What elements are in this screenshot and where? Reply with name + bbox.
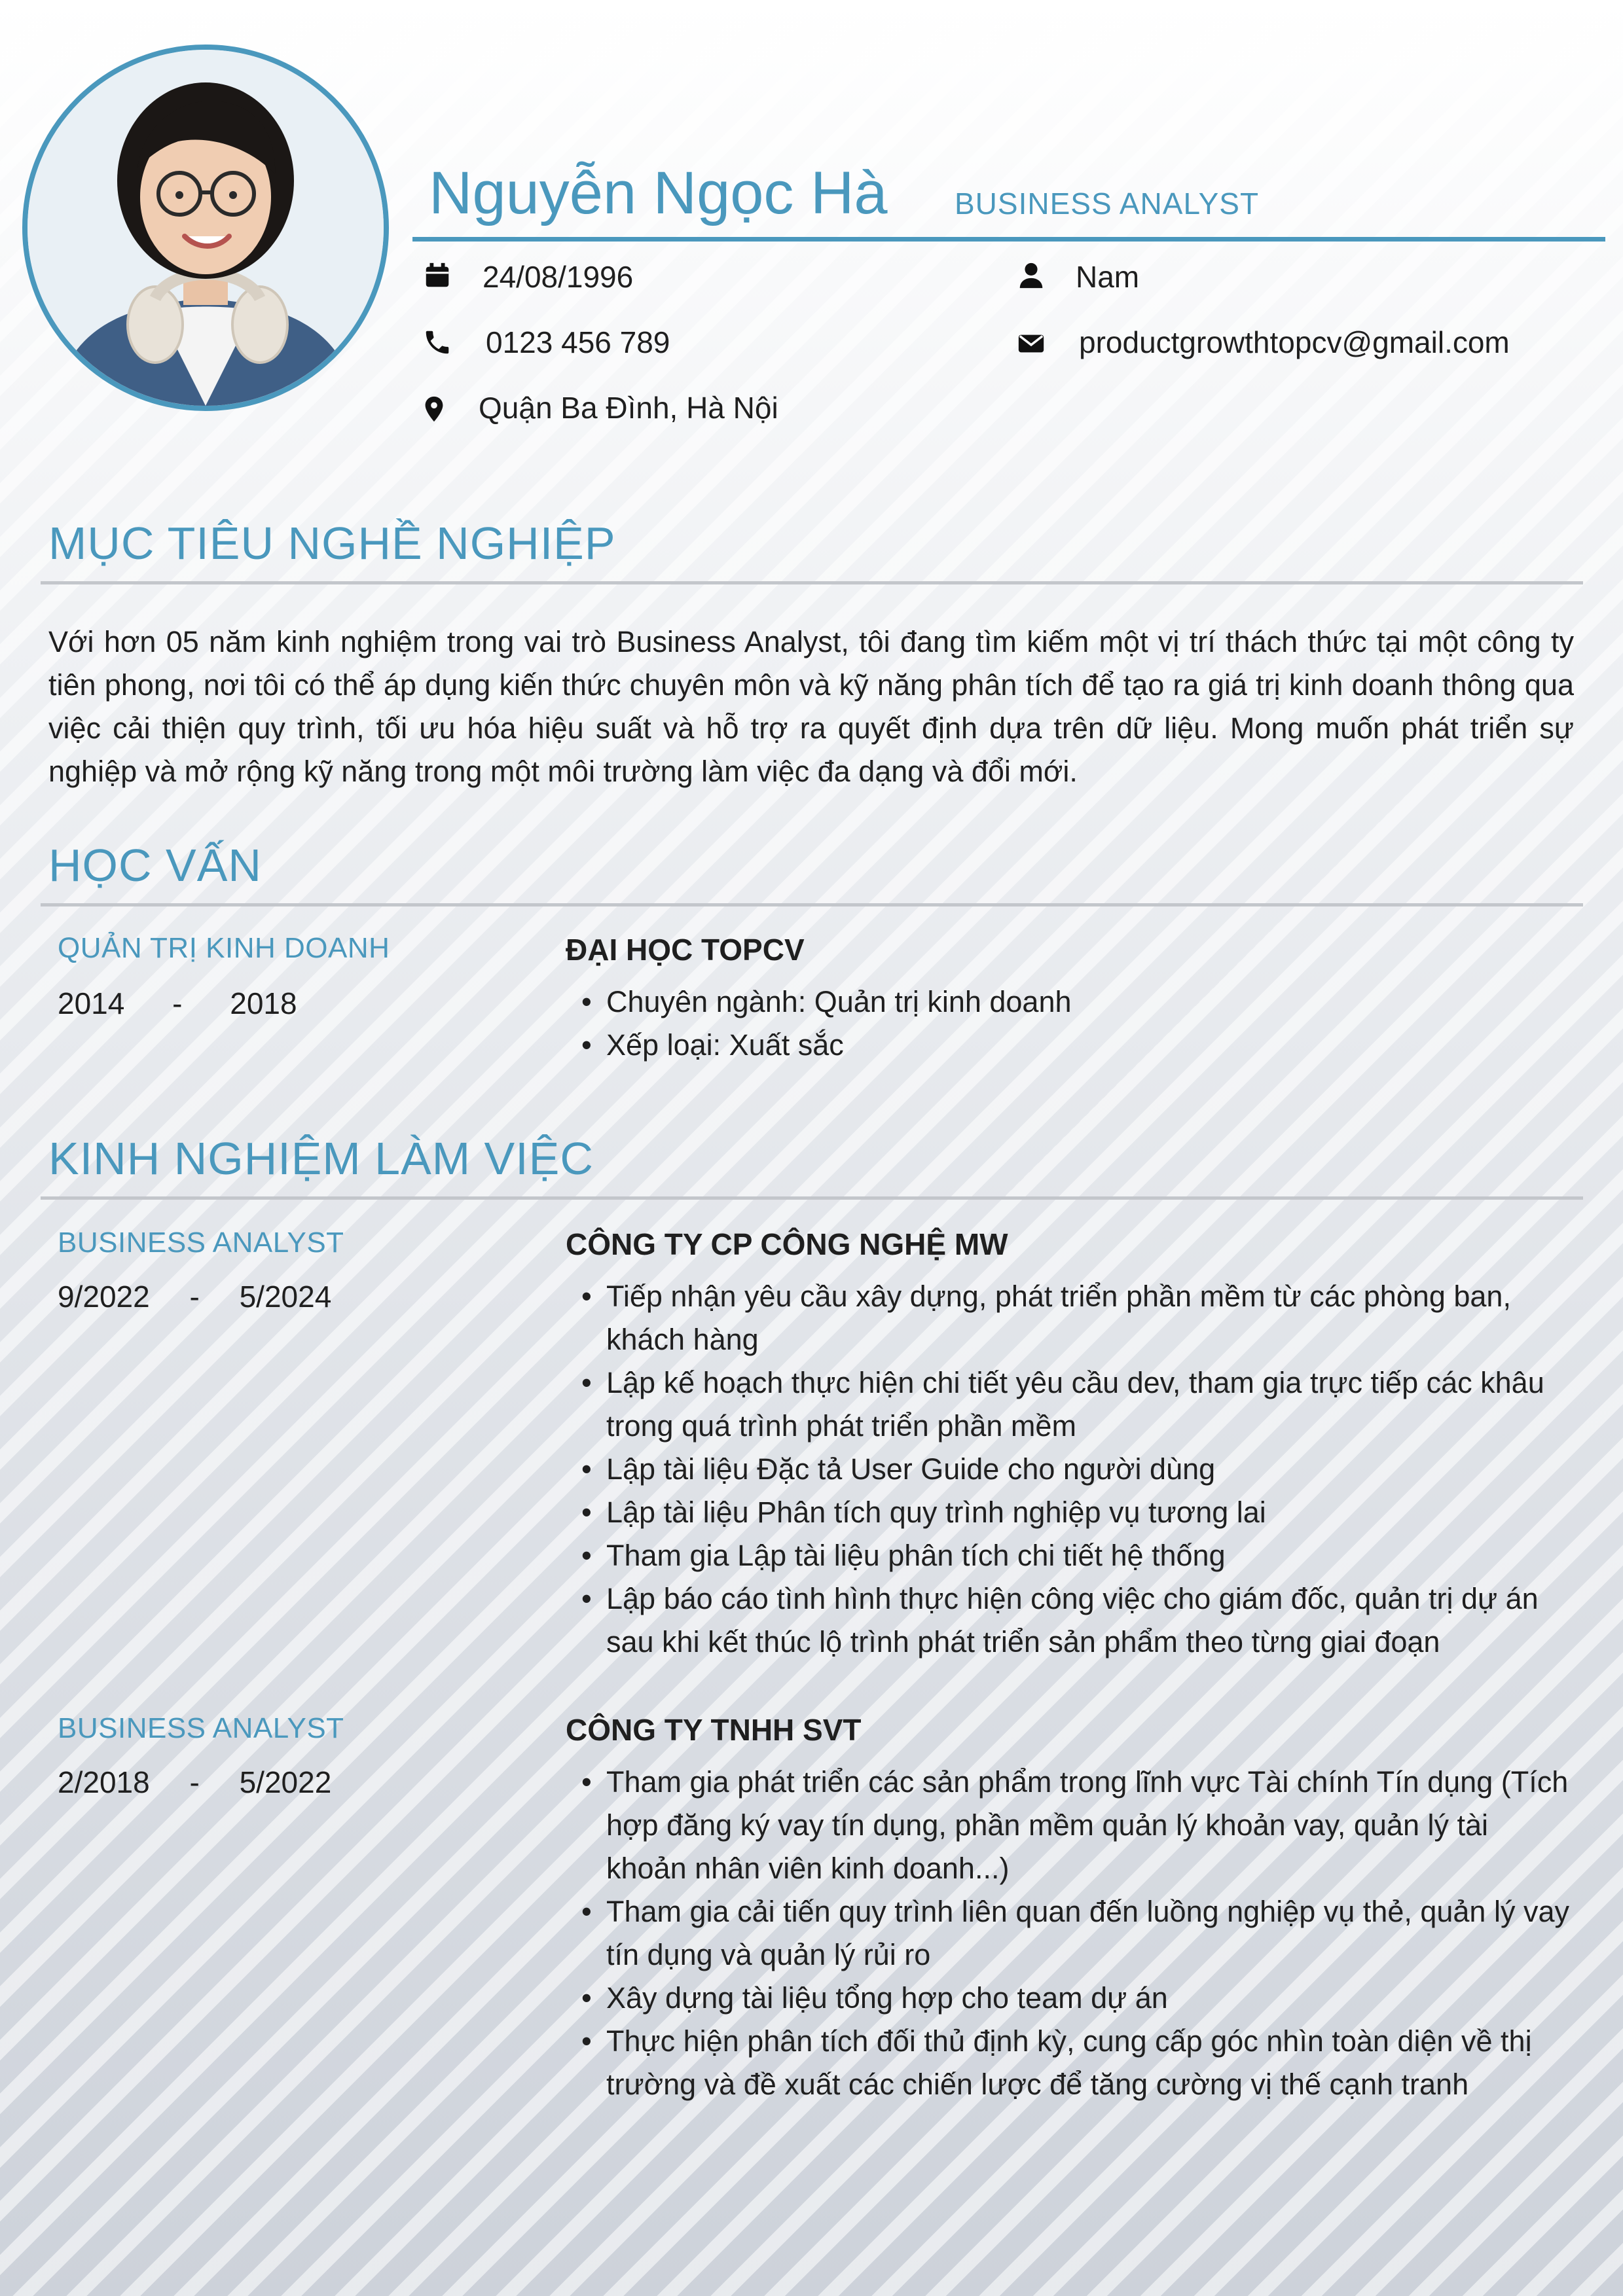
objective-heading: MỤC TIÊU NGHỀ NGHIỆP [48,518,616,569]
list-item: • Thực hiện phân tích đối thủ định kỳ, cung cấp góc nhìn toàn diện về thị trường và đề xuất các chiến lược để tăng cường vị thế cạnh tranh [566,2020,1574,2106]
education-end: 2018 [230,986,297,1020]
objective-text: Với hơn 05 năm kinh nghiệm trong vai trò Business Analyst, tôi đang tìm kiếm một vị trí thách thức tại một công ty tiên phong, nơi tôi có thể áp dụng kiến thức chuyên môn và kỹ năng phân tích để tạo ra giá trị kinh doanh thông qua việc cải thiện quy trình, tối ưu hóa hiệu suất và hỗ trợ ra quyết định dựa trên dữ liệu. Mong muốn phát triển sự nghiệp và mở rộng kỹ năng trong một môi trường làm việc đa dạng và đổi mới. [48,625,1574,788]
gender-text: Nam [1076,260,1140,294]
job-end: 5/2022 [239,1765,332,1799]
job-start: 2/2018 [58,1765,150,1799]
job-start: 9/2022 [58,1280,150,1314]
experience-heading: KINH NGHIỆM LÀM VIỆC [48,1133,594,1184]
list-item: • Tham gia cải tiến quy trình liên quan đến luồng nghiệp vụ thẻ, quản lý vay tín dụng và quản lý rủi ro [566,1890,1574,1977]
list-item: • Lập báo cáo tình hình thực hiện công việc cho giám đốc, quản trị dự án sau khi kết thúc lộ trình phát triển sản phẩm theo từng giai đoạn [566,1577,1574,1664]
education-school: ĐẠI HỌC TOPCV [566,933,805,967]
education-start: 2014 [58,986,125,1020]
list-item: • Tham gia phát triển các sản phẩm trong lĩnh vực Tài chính Tín dụng (Tích hợp đăng ký vay tín dụng, phần mềm quản lý khoản vay, quản lý tài khoản nhân viên kinh doanh...) [566,1761,1574,1890]
portrait-illustration [27,50,384,406]
list-item: • Chuyên ngành: Quản trị kinh doanh [566,980,1574,1024]
job-sep: - [189,1765,200,1799]
list-item: • Lập tài liệu Đặc tả User Guide cho người dùng [566,1448,1574,1491]
education-divider [41,903,1583,906]
address-text: Quận Ba Đình, Hà Nội [479,391,778,425]
education-major: QUẢN TRỊ KINH DOANH [58,932,390,964]
list-item: • Lập kế hoạch thực hiện chi tiết yêu cầu dev, tham gia trực tiếp các khâu trong quá trình phát triển phần mềm [566,1361,1574,1448]
calendar-icon [422,260,452,294]
education-sep: - [172,986,183,1020]
list-item: • Lập tài liệu Phân tích quy trình nghiệp vụ tương lai [566,1491,1574,1534]
education-bullets [566,980,1574,1067]
header-divider [412,237,1605,242]
list-item: • Tiếp nhận yêu cầu xây dựng, phát triển phần mềm từ các phòng ban, khách hàng [566,1275,1574,1361]
email-icon [1016,329,1046,362]
candidate-title: BUSINESS ANALYST [955,187,1260,221]
phone-icon [422,327,452,361]
person-icon [1016,260,1046,294]
job-company: CÔNG TY TNHH SVT [566,1713,862,1747]
education-heading: HỌC VẤN [48,840,262,891]
phone-text: 0123 456 789 [486,325,670,359]
job-position: BUSINESS ANALYST [58,1712,344,1744]
job-dates [58,1279,331,1314]
job-bullets [566,1761,1574,2106]
email-text: productgrowthtopcv@gmail.com [1079,325,1510,359]
dob-text: 24/08/1996 [483,260,634,294]
list-item: • Tham gia Lập tài liệu phân tích chi tiết hệ thống [566,1534,1574,1577]
job-end: 5/2024 [239,1280,332,1314]
experience-divider [41,1196,1583,1200]
location-pin-icon [419,394,449,427]
education-dates [58,986,297,1021]
list-item: • Xây dựng tài liệu tổng hợp cho team dự án [566,1977,1574,2020]
candidate-name: Nguyễn Ngọc Hà [429,160,888,226]
job-position: BUSINESS ANALYST [58,1227,344,1259]
list-item: • Xếp loại: Xuất sắc [566,1024,1574,1067]
job-sep: - [189,1280,200,1314]
job-dates [58,1765,331,1800]
profile-photo [22,45,389,411]
job-bullets [566,1275,1574,1664]
job-company: CÔNG TY CP CÔNG NGHỆ MW [566,1227,1008,1261]
objective-divider [41,581,1583,584]
